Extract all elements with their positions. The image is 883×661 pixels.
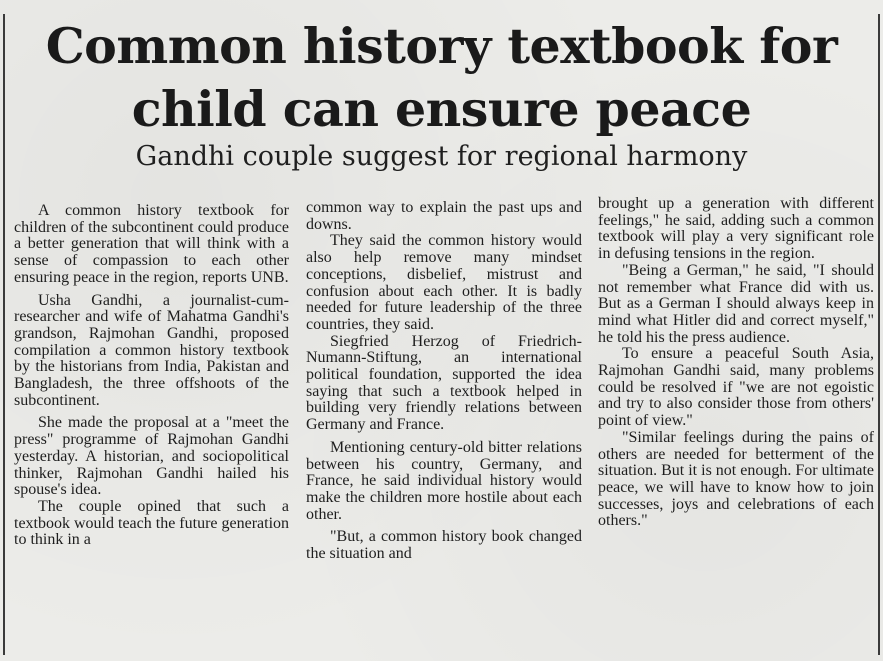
article-column-2 bbox=[306, 200, 582, 569]
paragraph: They said the common history would also help remove many mindset conceptions, disbelief, mistrust and confusion about each other. It is badly needed for future leadership of the three countries, they said. bbox=[306, 232, 582, 333]
paragraph: To ensure a peaceful South Asia, Rajmohan Gandhi said, many problems could be resolved if "we are not egoistic and try to also consider those from others' point of view." bbox=[598, 345, 874, 430]
subheadline: Gandhi couple suggest for regional harmony bbox=[135, 141, 748, 172]
paragraph: The couple opined that such a textbook would teach the future generation to think in a bbox=[14, 497, 290, 549]
left-border-rule bbox=[3, 14, 5, 655]
paragraph: A common history textbook for children of the subcontinent could produce a better generation that will think with a sense of compassion to each other ensuring peace in the region, reports UNB. bbox=[14, 202, 289, 286]
paragraph: "Being a German," he said, "I should not remember what France did with us. But as a German I should always keep in mind what Hitler did and correct myself," he told his the press audience. bbox=[598, 261, 874, 346]
article-column-1 bbox=[14, 203, 289, 555]
paragraph: She made the proposal at a "meet the press" programme of Rajmohan Gandhi yesterday. A historian, and sociopolitical thinker, Rajmohan Gandhi hailed his spouse's idea. bbox=[14, 414, 289, 499]
paragraph: Siegfried Herzog of Friedrich-Numann-Stiftung, an international political foundation, supported the idea saying that such a textbook helped in building very friendly relations between Germany and France. bbox=[306, 332, 582, 434]
paragraph: Mentioning century-old bitter relations between his country, Germany, and France, he said individual history would make the children more hostile about each other. bbox=[306, 438, 582, 523]
right-border-rule bbox=[878, 14, 880, 655]
paragraph: brought up a generation with different feelings," he said, adding such a common textbook will play a very significant role in defusing tensions in the region. bbox=[598, 195, 874, 263]
paragraph: Usha Gandhi, a journalist-cum-researcher and wife of Mahatma Gandhi's grandson, Rajmohan Gandhi, proposed compilation a common history textbook by the historians from India, Pakistan and Bangladesh, the three offshoots of the subcontinent. bbox=[14, 291, 289, 409]
paragraph: common way to explain the past ups and downs. bbox=[306, 199, 582, 233]
headline-line-1: Common history textbook for bbox=[45, 17, 838, 75]
headline-line-2: child can ensure peace bbox=[131, 80, 752, 138]
paragraph: "Similar feelings during the pains of others are needed for betterment of the situation. But it is not enough. For ultimate peace, we will have to know how to join successes, joys and celebrations of each others." bbox=[598, 428, 874, 530]
paragraph: "But, a common history book changed the situation and bbox=[306, 528, 582, 563]
article-column-3 bbox=[598, 196, 874, 536]
